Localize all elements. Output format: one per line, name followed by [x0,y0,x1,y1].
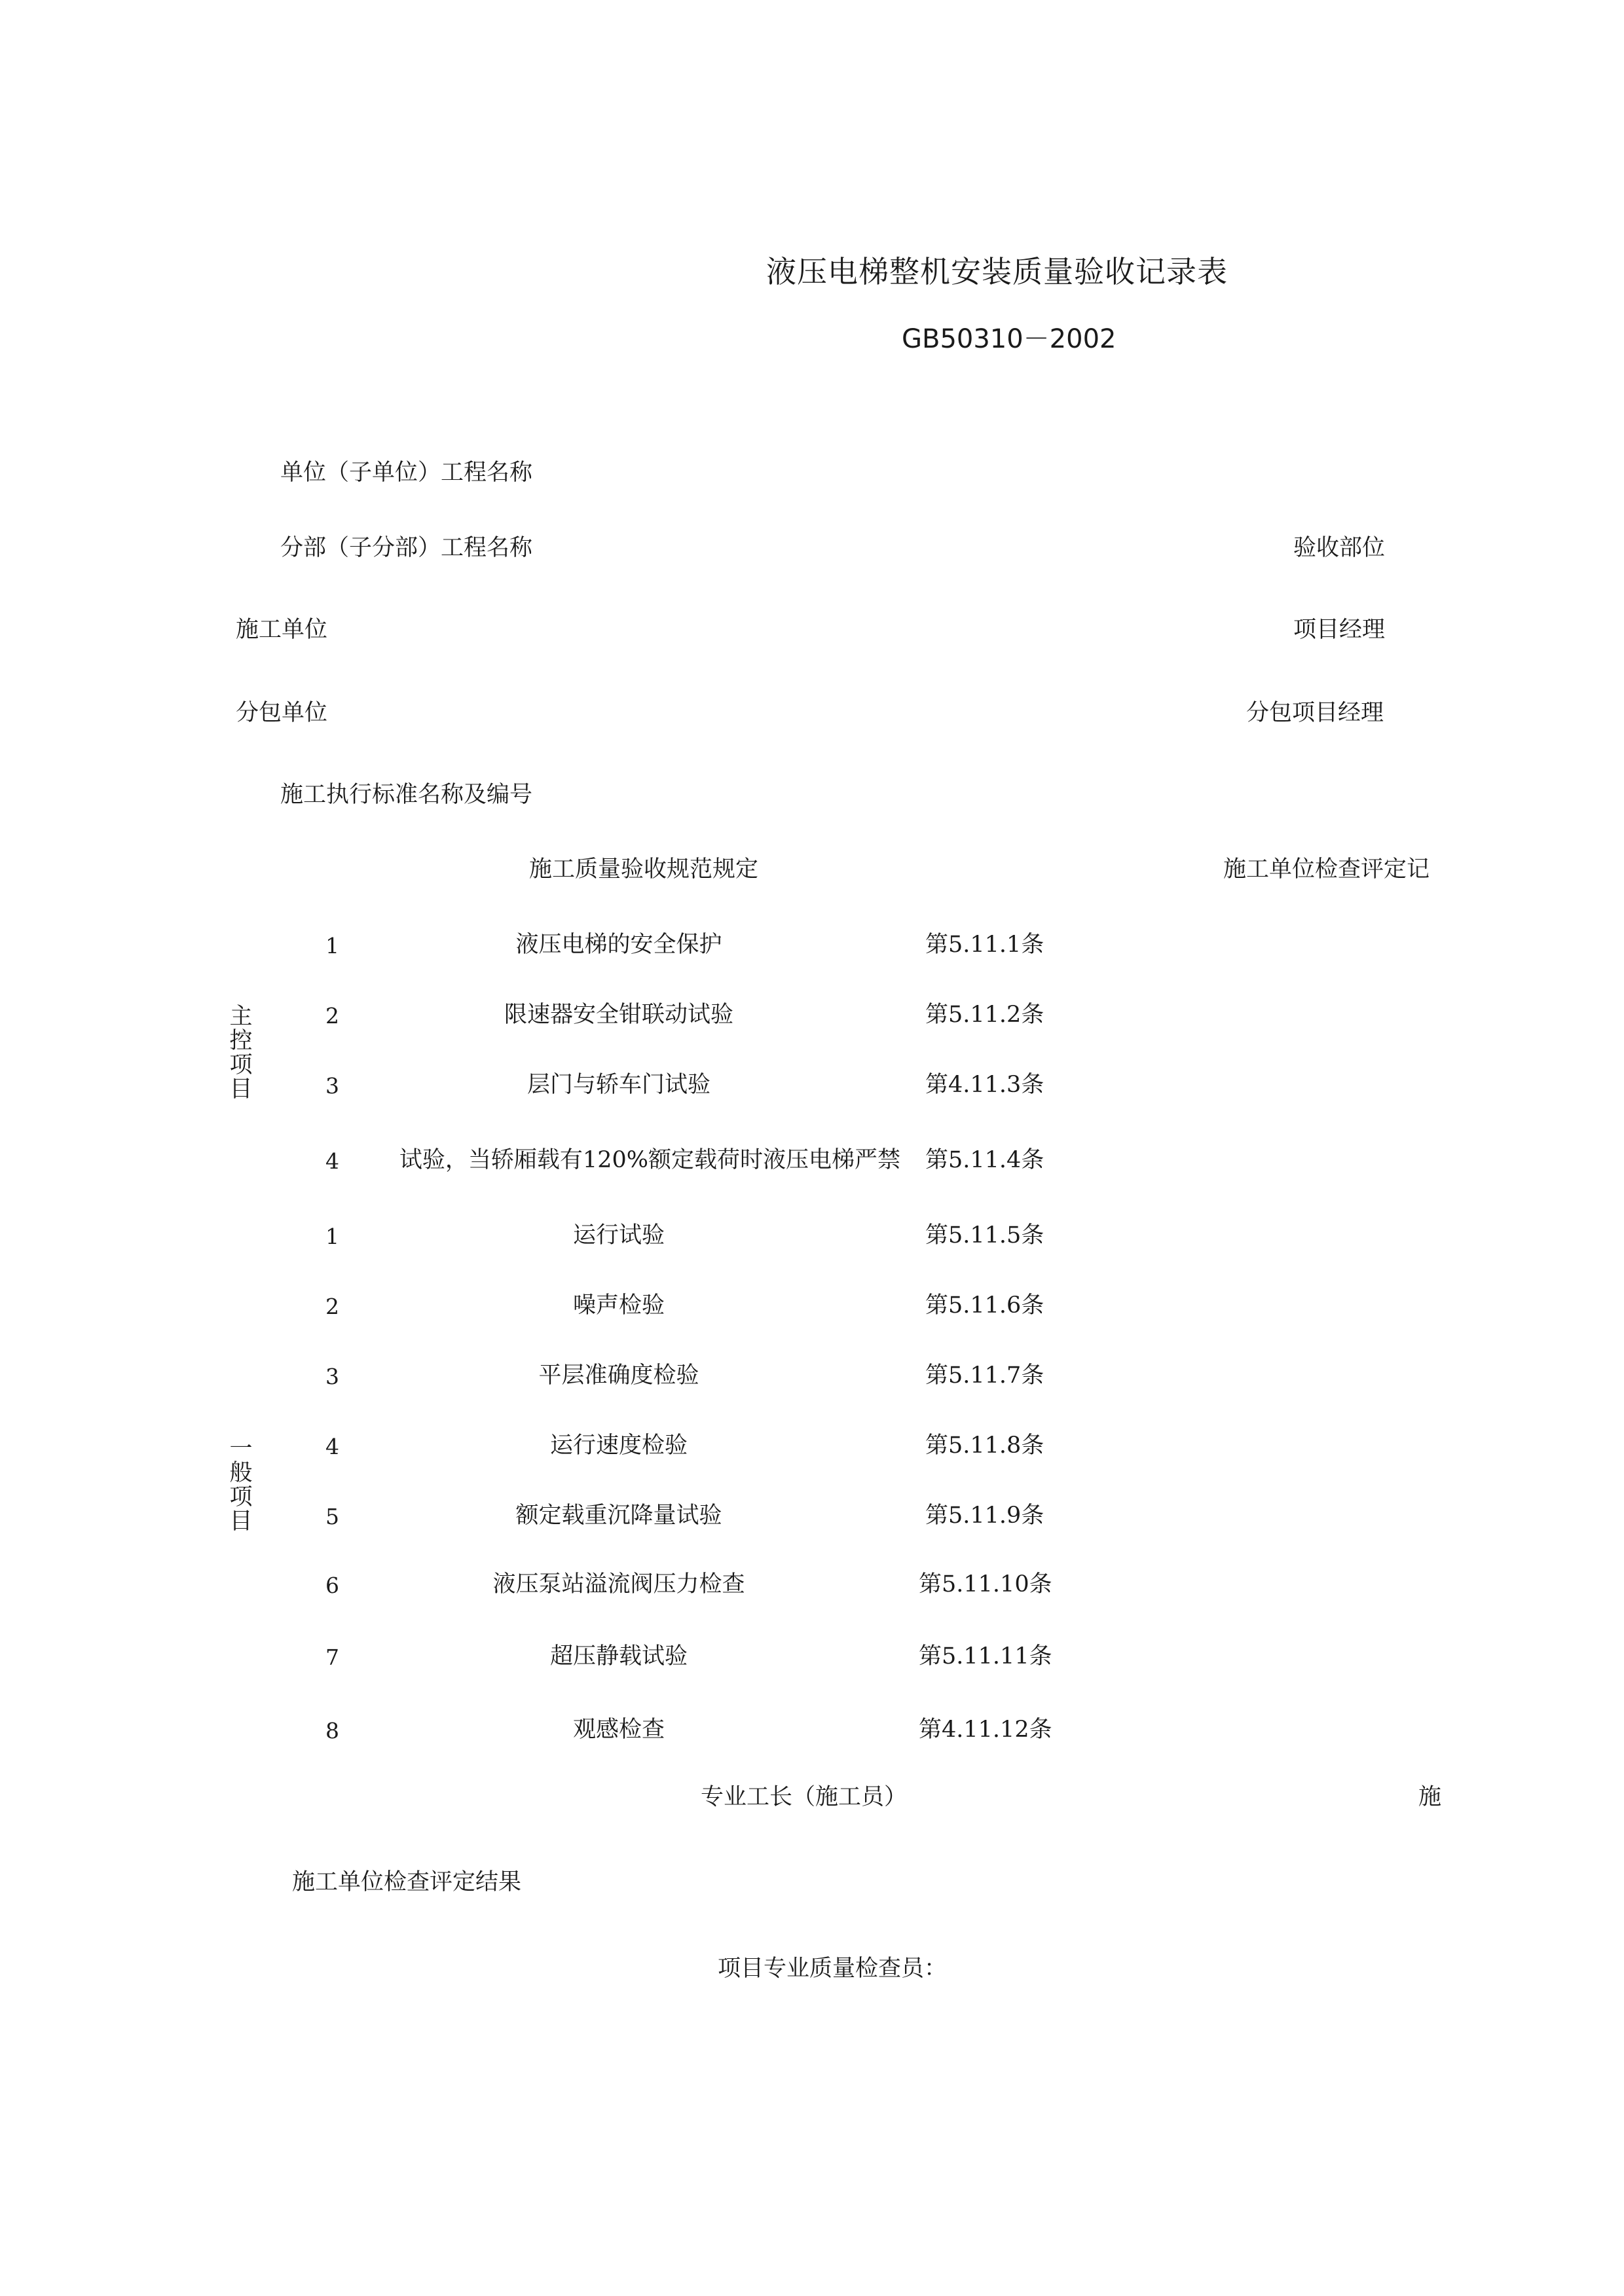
item-number: 1 [325,933,339,958]
item-number: 4 [325,1434,339,1459]
item-name: 观感检查 [572,1717,665,1743]
item-clause: 第5.11.11条 [919,1643,1052,1669]
item-number: 5 [325,1504,339,1529]
foreman-right-fragment: 施 [1418,1784,1442,1810]
item-name: 限速器安全钳联动试验 [504,1002,733,1028]
item-name: 噪声检验 [572,1292,665,1319]
result-label: 施工单位检查评定结果 [292,1869,522,1895]
unit-project-name-label: 单位（子单位）工程名称 [280,460,533,486]
item-clause: 第5.11.4条 [925,1147,1044,1173]
item-number: 3 [325,1073,339,1099]
spec-header: 施工质量验收规范规定 [529,856,759,883]
item-number: 3 [325,1364,339,1389]
item-number: 8 [325,1718,339,1743]
item-name: 层门与轿车门试验 [526,1072,710,1098]
item-number: 2 [325,1003,339,1029]
foreman-label: 专业工长（施工员） [701,1784,908,1810]
item-clause: 第5.11.9条 [925,1503,1044,1529]
item-name: 平层准确度检验 [538,1362,699,1389]
item-name: 运行试验 [572,1222,665,1248]
item-clause: 第5.11.1条 [925,932,1044,958]
document-title: 液压电梯整机安装质量验收记录表 [766,254,1228,289]
item-name: 运行速度检验 [549,1432,688,1459]
item-name: 液压电梯的安全保护 [515,932,722,958]
subcontract-project-manager-label: 分包项目经理 [1246,700,1384,726]
inspector-label: 项目专业质量检查员： [718,1956,948,1982]
item-clause: 第5.11.10条 [919,1571,1052,1597]
item-clause: 第4.11.3条 [925,1072,1044,1098]
construction-unit-label: 施工单位 [236,617,328,643]
item-clause: 第5.11.2条 [925,1002,1044,1028]
item-name: 超压静载试验 [549,1643,688,1669]
acceptance-part-label: 验收部位 [1293,535,1386,561]
general-group-label: 一般项目 [229,1436,253,1535]
item-number: 4 [325,1148,339,1174]
item-name: 液压泵站溢流阀压力检查 [492,1571,745,1597]
item-clause: 第5.11.8条 [925,1432,1044,1459]
item-name: 额定载重沉降量试验 [515,1503,722,1529]
item-number: 1 [325,1224,339,1249]
item-number: 2 [325,1294,339,1319]
item-number: 6 [325,1573,339,1598]
standard-code: GB50310－2002 [902,324,1116,354]
item-clause: 第5.11.5条 [925,1222,1044,1248]
division-project-name-label: 分部（子分部）工程名称 [280,535,533,561]
item-clause: 第5.11.7条 [925,1362,1044,1389]
item-number: 7 [325,1645,339,1670]
subcontract-unit-label: 分包单位 [236,700,328,726]
standard-name-label: 施工执行标准名称及编号 [280,782,533,808]
item-clause: 第5.11.6条 [925,1292,1044,1319]
project-manager-label: 项目经理 [1293,617,1386,643]
item-clause: 第4.11.12条 [919,1717,1052,1743]
main-group-label: 主控项目 [229,1004,253,1102]
eval-header: 施工单位检查评定记 [1223,856,1430,883]
item-name-clipped: 试验，当轿厢载有120%额定载荷时液压电梯严禁 [399,1147,900,1173]
